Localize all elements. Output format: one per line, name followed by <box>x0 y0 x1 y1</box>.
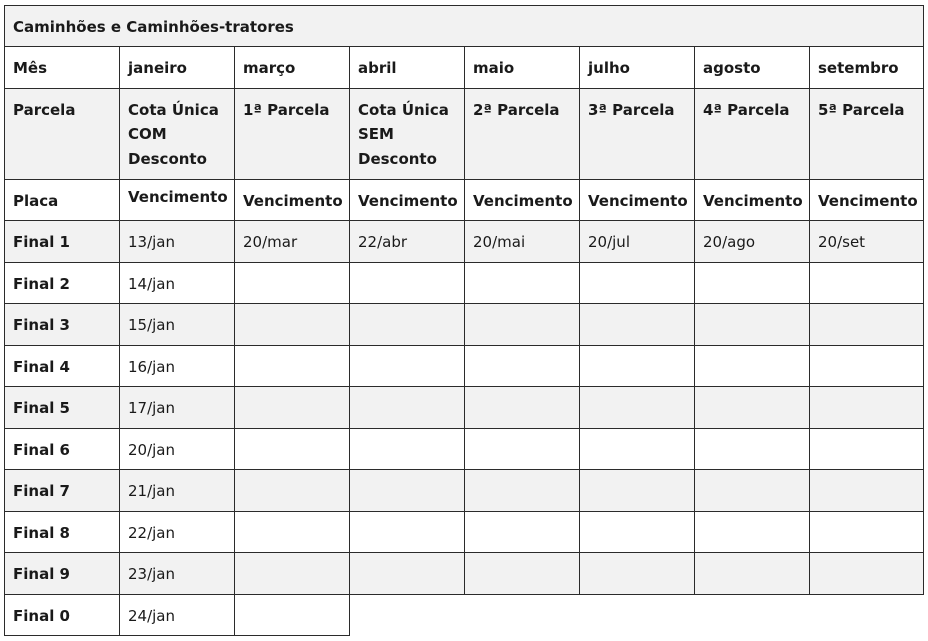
due-header-cell: Vencimento <box>120 179 235 221</box>
empty-cell <box>350 387 465 429</box>
table-caption-row <box>5 6 924 47</box>
parcel-cell: 4ª Parcela <box>695 88 810 179</box>
empty-cell <box>810 553 924 595</box>
empty-cell <box>465 428 580 470</box>
plate-final-label: Final 4 <box>5 345 120 387</box>
parcel-cell: Cota Única COM Desconto <box>120 88 235 179</box>
due-date-cell: 17/jan <box>120 387 235 429</box>
due-date-cell: 20/jul <box>580 221 695 263</box>
parcel-cell: 3ª Parcela <box>580 88 695 179</box>
empty-cell <box>580 511 695 553</box>
empty-cell <box>695 262 810 304</box>
plate-final-label: Final 5 <box>5 387 120 429</box>
empty-cell <box>235 304 350 346</box>
due-date-cell: 15/jan <box>120 304 235 346</box>
due-header-cell: Vencimento <box>465 179 580 221</box>
empty-cell <box>580 304 695 346</box>
due-header-cell: Vencimento <box>350 179 465 221</box>
plate-final-label: Final 8 <box>5 511 120 553</box>
empty-cell <box>810 304 924 346</box>
parcel-row-label: Parcela <box>5 88 120 179</box>
empty-cell <box>350 262 465 304</box>
empty-cell <box>235 262 350 304</box>
empty-cell <box>810 470 924 512</box>
plate-row <box>5 179 924 221</box>
table-gap <box>350 594 924 636</box>
empty-cell <box>695 345 810 387</box>
empty-cell <box>580 345 695 387</box>
table-row <box>5 262 924 304</box>
empty-cell <box>580 428 695 470</box>
due-date-cell: 22/abr <box>350 221 465 263</box>
due-date-cell: 22/jan <box>120 511 235 553</box>
table-row <box>5 221 924 263</box>
table-caption: Caminhões e Caminhões-tratores <box>5 6 924 47</box>
month-cell: maio <box>465 47 580 89</box>
table-row <box>5 387 924 429</box>
empty-cell <box>350 304 465 346</box>
due-date-cell: 14/jan <box>120 262 235 304</box>
due-header-cell: Vencimento <box>810 179 924 221</box>
month-cell: setembro <box>810 47 924 89</box>
empty-cell <box>465 262 580 304</box>
due-date-cell: 20/mar <box>235 221 350 263</box>
due-date-cell: 13/jan <box>120 221 235 263</box>
empty-cell <box>695 387 810 429</box>
due-date-cell: 20/ago <box>695 221 810 263</box>
due-date-cell: 20/mai <box>465 221 580 263</box>
empty-cell <box>810 262 924 304</box>
due-date-cell: 20/set <box>810 221 924 263</box>
plate-final-label: Final 2 <box>5 262 120 304</box>
table-row <box>5 345 924 387</box>
empty-cell <box>235 428 350 470</box>
plate-final-label: Final 1 <box>5 221 120 263</box>
due-date-cell: 20/jan <box>120 428 235 470</box>
schedule-table-container <box>4 5 924 636</box>
due-date-cell: 24/jan <box>120 594 235 636</box>
empty-cell <box>695 553 810 595</box>
empty-cell <box>235 553 350 595</box>
empty-cell <box>235 387 350 429</box>
table-row <box>5 428 924 470</box>
empty-cell <box>465 345 580 387</box>
month-row-label: Mês <box>5 47 120 89</box>
empty-cell <box>350 428 465 470</box>
parcel-cell: 2ª Parcela <box>465 88 580 179</box>
table-row <box>5 470 924 512</box>
empty-cell <box>580 553 695 595</box>
empty-cell <box>465 470 580 512</box>
plate-row-label: Placa <box>5 179 120 221</box>
empty-cell <box>465 304 580 346</box>
month-cell: abril <box>350 47 465 89</box>
empty-cell <box>580 262 695 304</box>
empty-cell <box>350 553 465 595</box>
empty-cell <box>235 470 350 512</box>
plate-final-label: Final 3 <box>5 304 120 346</box>
month-cell: março <box>235 47 350 89</box>
plate-final-label: Final 6 <box>5 428 120 470</box>
parcel-row <box>5 88 924 179</box>
parcel-cell: Cota Única SEM Desconto <box>350 88 465 179</box>
due-header-cell: Vencimento <box>235 179 350 221</box>
empty-cell <box>695 511 810 553</box>
empty-cell <box>810 345 924 387</box>
plate-final-label: Final 0 <box>5 594 120 636</box>
parcel-cell: 1ª Parcela <box>235 88 350 179</box>
month-cell: agosto <box>695 47 810 89</box>
due-date-cell: 21/jan <box>120 470 235 512</box>
empty-cell <box>810 511 924 553</box>
empty-cell <box>810 428 924 470</box>
empty-cell <box>465 553 580 595</box>
empty-cell <box>235 345 350 387</box>
table-row <box>5 594 924 636</box>
due-date-cell: 16/jan <box>120 345 235 387</box>
parcel-cell: 5ª Parcela <box>810 88 924 179</box>
empty-cell <box>465 511 580 553</box>
empty-cell <box>695 470 810 512</box>
empty-cell <box>350 470 465 512</box>
table-row <box>5 304 924 346</box>
due-date-cell: 23/jan <box>120 553 235 595</box>
due-header-cell: Vencimento <box>695 179 810 221</box>
empty-cell <box>350 345 465 387</box>
empty-cell <box>235 594 350 636</box>
empty-cell <box>580 470 695 512</box>
empty-cell <box>695 428 810 470</box>
table-row <box>5 511 924 553</box>
empty-cell <box>350 511 465 553</box>
month-cell: julho <box>580 47 695 89</box>
due-header-cell: Vencimento <box>580 179 695 221</box>
plate-final-label: Final 7 <box>5 470 120 512</box>
empty-cell <box>465 387 580 429</box>
table-row <box>5 553 924 595</box>
due-date-table <box>4 5 924 636</box>
month-row <box>5 47 924 89</box>
empty-cell <box>580 387 695 429</box>
month-cell: janeiro <box>120 47 235 89</box>
empty-cell <box>810 387 924 429</box>
plate-final-label: Final 9 <box>5 553 120 595</box>
empty-cell <box>235 511 350 553</box>
empty-cell <box>695 304 810 346</box>
